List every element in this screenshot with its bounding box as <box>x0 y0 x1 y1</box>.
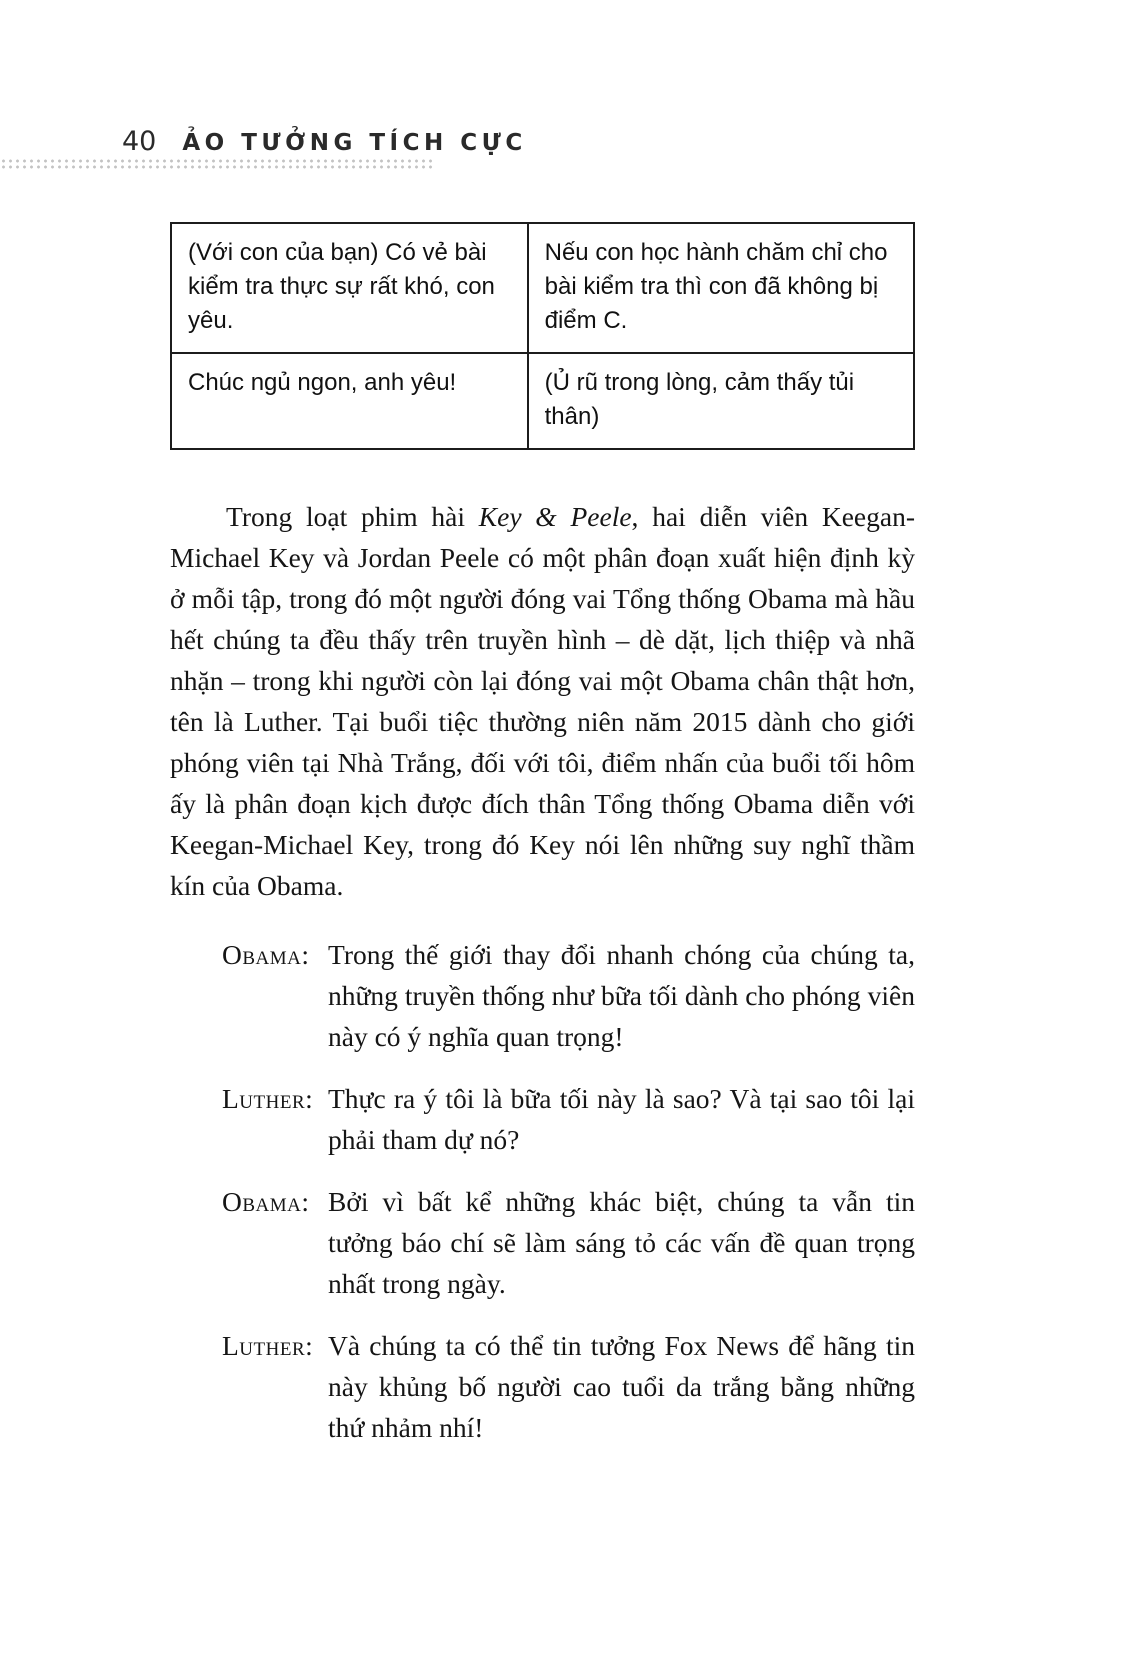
dialogue-text: Và chúng ta có thể tin tưởng Fox News để hãng tin này khủng bố người cao tuổi da trắng bằng những thứ nhảm nhí! <box>328 1329 915 1443</box>
page-number: 40 <box>122 126 157 157</box>
book-title-italic: Key & Peele <box>478 501 632 532</box>
dialogue-text: Bởi vì bất kể những khác biệt, chúng ta vẫn tin tưởng báo chí sẽ làm sáng tỏ các vấn đề quan trọng nhất trong ngày. <box>328 1185 915 1299</box>
speaker-label: Obama: <box>222 938 310 970</box>
table-row <box>171 223 914 353</box>
table-cell-thought: (Ủ rũ trong lòng, cảm thấy tủi thân) <box>528 353 914 449</box>
running-head: ẢO TƯỞNG TÍCH CỰC <box>182 130 527 156</box>
dialogue-item <box>170 1078 915 1160</box>
body-paragraph <box>170 496 915 906</box>
dialogue-item <box>170 1181 915 1304</box>
dialogue-list <box>170 934 915 1448</box>
speaker-label: Luther: <box>222 1082 314 1114</box>
paragraph-text-post: , hai diễn viên Keegan-Michael Key và Jordan Peele có một phân đoạn xuất hiện định kỳ ở mỗi tập, trong đó một người đóng vai Tổng thống Obama mà hầu hết chúng ta đều thấy trên truyền hình – dè dặt, lịch thiệp và nhã nhặn – trong khi người còn lại đóng vai một Obama chân thật hơn, tên là Luther. Tại buổi tiệc thường niên năm 2015 dành cho giới phóng viên tại Nhà Trắng, đối với tôi, điểm nhấn của buổi tối hôm ấy là phân đoạn kịch được đích thân Tổng thống Obama diễn với Keegan-Michael Key, trong đó Key nói lên những suy nghĩ thầm kín của Obama. <box>170 501 915 901</box>
table-cell-said: (Với con của bạn) Có vẻ bài kiểm tra thực sự rất khó, con yêu. <box>171 223 528 353</box>
paragraph-text-pre: Trong loạt phim hài <box>226 501 479 532</box>
header-dotted-rule <box>0 158 432 171</box>
table-cell-said: Chúc ngủ ngon, anh yêu! <box>171 353 528 449</box>
speaker-label: Obama: <box>222 1185 310 1217</box>
dialogue-item <box>170 934 915 1057</box>
speaker-label: Luther: <box>222 1329 314 1361</box>
dialogue-text: Trong thế giới thay đổi nhanh chóng của chúng ta, những truyền thống như bữa tối dành cho phóng viên này có ý nghĩa quan trọng! <box>328 938 915 1052</box>
dialogue-item <box>170 1325 915 1448</box>
table-row <box>171 353 914 449</box>
page-header <box>122 126 527 157</box>
page-content <box>170 222 915 1469</box>
comparison-table <box>170 222 915 450</box>
table-cell-thought: Nếu con học hành chăm chỉ cho bài kiểm tra thì con đã không bị điểm C. <box>528 223 914 353</box>
dialogue-text: Thực ra ý tôi là bữa tối này là sao? Và tại sao tôi lại phải tham dự nó? <box>328 1082 915 1155</box>
